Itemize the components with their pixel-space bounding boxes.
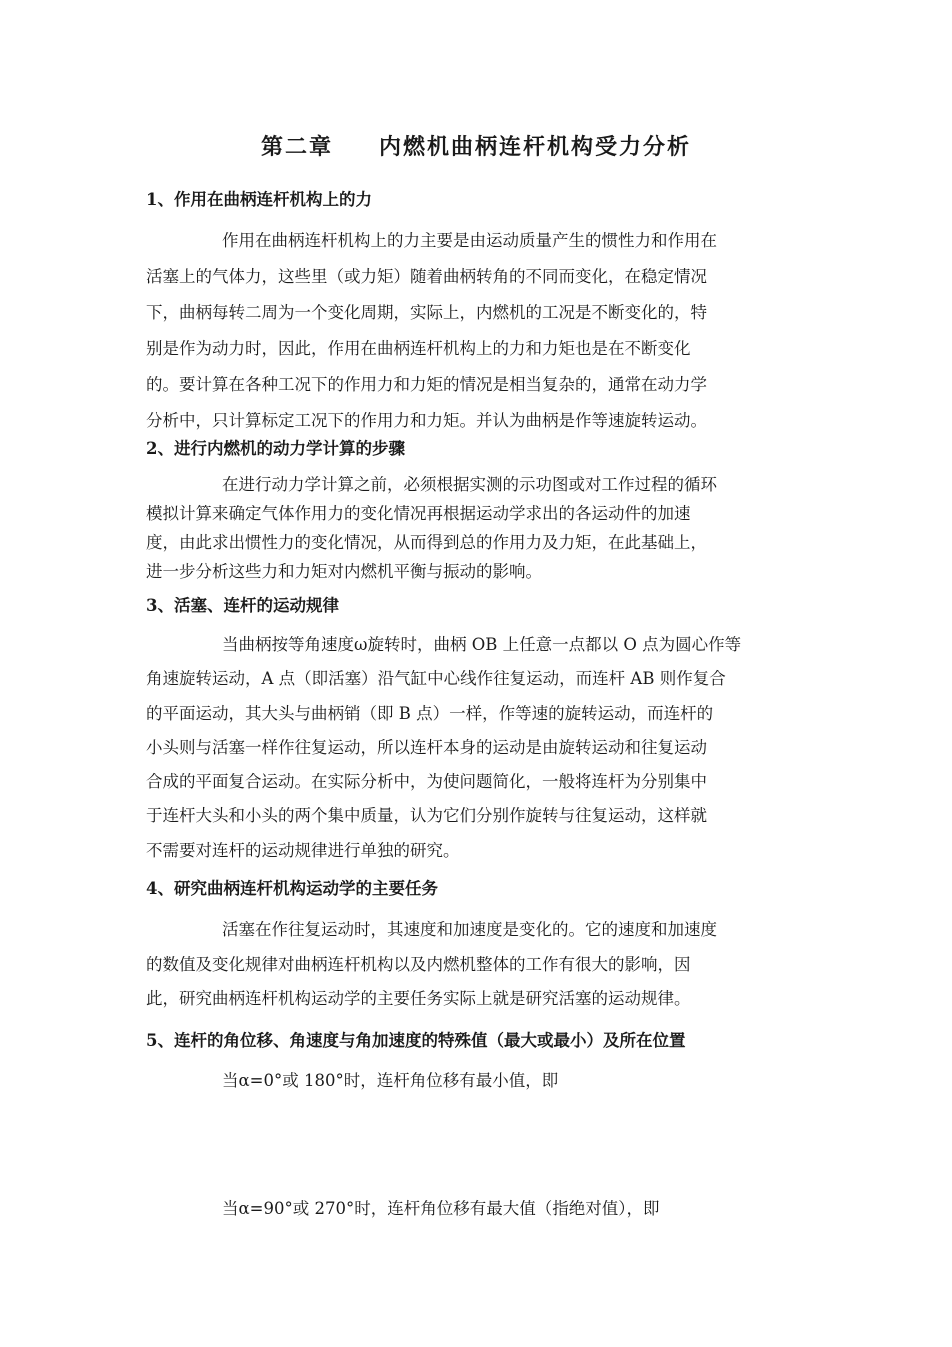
paragraph-line: 的平面运动，其大头与曲柄销（即 B 点）一样，作等速的旋转运动，而连杆的 [146, 703, 714, 723]
paragraph-line: 度，由此求出惯性力的变化情况，从而得到总的作用力及力矩，在此基础上， [146, 533, 707, 552]
section-3-body [146, 628, 810, 868]
paragraph-line: 小头则与活塞一样作往复运动，所以连杆本身的运动是由旋转运动和往复运动 [146, 737, 707, 757]
paragraph-line: 于连杆大头和小头的两个集中质量，认为它们分别作旋转与往复运动，这样就 [146, 806, 707, 826]
paragraph-line: 角速旋转运动，A 点（即活塞）沿气缸中心线作往复运动，而连杆 AB 则作复合 [146, 669, 726, 689]
paragraph-line: 作用在曲柄连杆机构上的力主要是由运动质量产生的惯性力和作用在 [222, 231, 717, 250]
max-angle-statement: 当α=90°或 270°时，连杆角位移有最大值（指绝对值），即 [222, 1199, 660, 1218]
section-5-heading: 5、连杆的角位移、角速度与角加速度的特殊值（最大或最小）及所在位置 [146, 1031, 686, 1050]
paragraph-line: 在进行动力学计算之前，必须根据实测的示功图或对工作过程的循环 [222, 475, 717, 494]
section-3-heading: 3、活塞、连杆的运动规律 [146, 596, 339, 615]
paragraph-line: 下，曲柄每转二周为一个变化周期，实际上，内燃机的工况是不断变化的，特 [146, 303, 707, 322]
chapter-title [0, 131, 952, 163]
section-2-heading: 2、进行内燃机的动力学计算的步骤 [146, 439, 405, 458]
paragraph-line: 别是作为动力时，因此，作用在曲柄连杆机构上的力和力矩也是在不断变化 [146, 339, 691, 358]
section-1-heading: 1、作用在曲柄连杆机构上的力 [146, 190, 372, 209]
section-4-body [146, 913, 810, 1017]
chapter-number: 第二章 [260, 134, 333, 160]
paragraph-line: 模拟计算来确定气体作用力的变化情况再根据运动学求出的各运动件的加速 [146, 504, 691, 523]
paragraph-line: 进一步分析这些力和力矩对内燃机平衡与振动的影响。 [146, 562, 542, 581]
paragraph-line: 合成的平面复合运动。在实际分析中，为使问题简化，一般将连杆为分别集中 [146, 772, 707, 792]
section-4-heading: 4、研究曲柄连杆机构运动学的主要任务 [146, 879, 438, 898]
paragraph-line: 活塞在作往复运动时，其速度和加速度是变化的。它的速度和加速度 [222, 920, 717, 939]
section-2-body [146, 470, 810, 586]
paragraph-line: 活塞上的气体力，这些里（或力矩）随着曲柄转角的不同而变化，在稳定情况 [146, 267, 707, 286]
paragraph-line: 当曲柄按等角速度ω旋转时，曲柄 OB 上任意一点都以 O 点为圆心作等 [222, 635, 742, 654]
paragraph-line: 分析中，只计算标定工况下的作用力和力矩。并认为曲柄是作等速旋转运动。 [146, 411, 707, 430]
section-1-body [146, 223, 810, 439]
paragraph-line: 的数值及变化规律对曲柄连杆机构以及内燃机整体的工作有很大的影响，因 [146, 954, 691, 974]
chapter-name: 内燃机曲柄连杆机构受力分析 [379, 134, 692, 160]
min-angle-statement: 当α=0°或 180°时，连杆角位移有最小值，即 [222, 1071, 559, 1090]
paragraph-line: 此，研究曲柄连杆机构运动学的主要任务实际上就是研究活塞的运动规律。 [146, 989, 691, 1008]
paragraph-line: 不需要对连杆的运动规律进行单独的研究。 [146, 840, 460, 860]
paragraph-line: 的。要计算在各种工况下的作用力和力矩的情况是相当复杂的，通常在动力学 [146, 375, 707, 394]
